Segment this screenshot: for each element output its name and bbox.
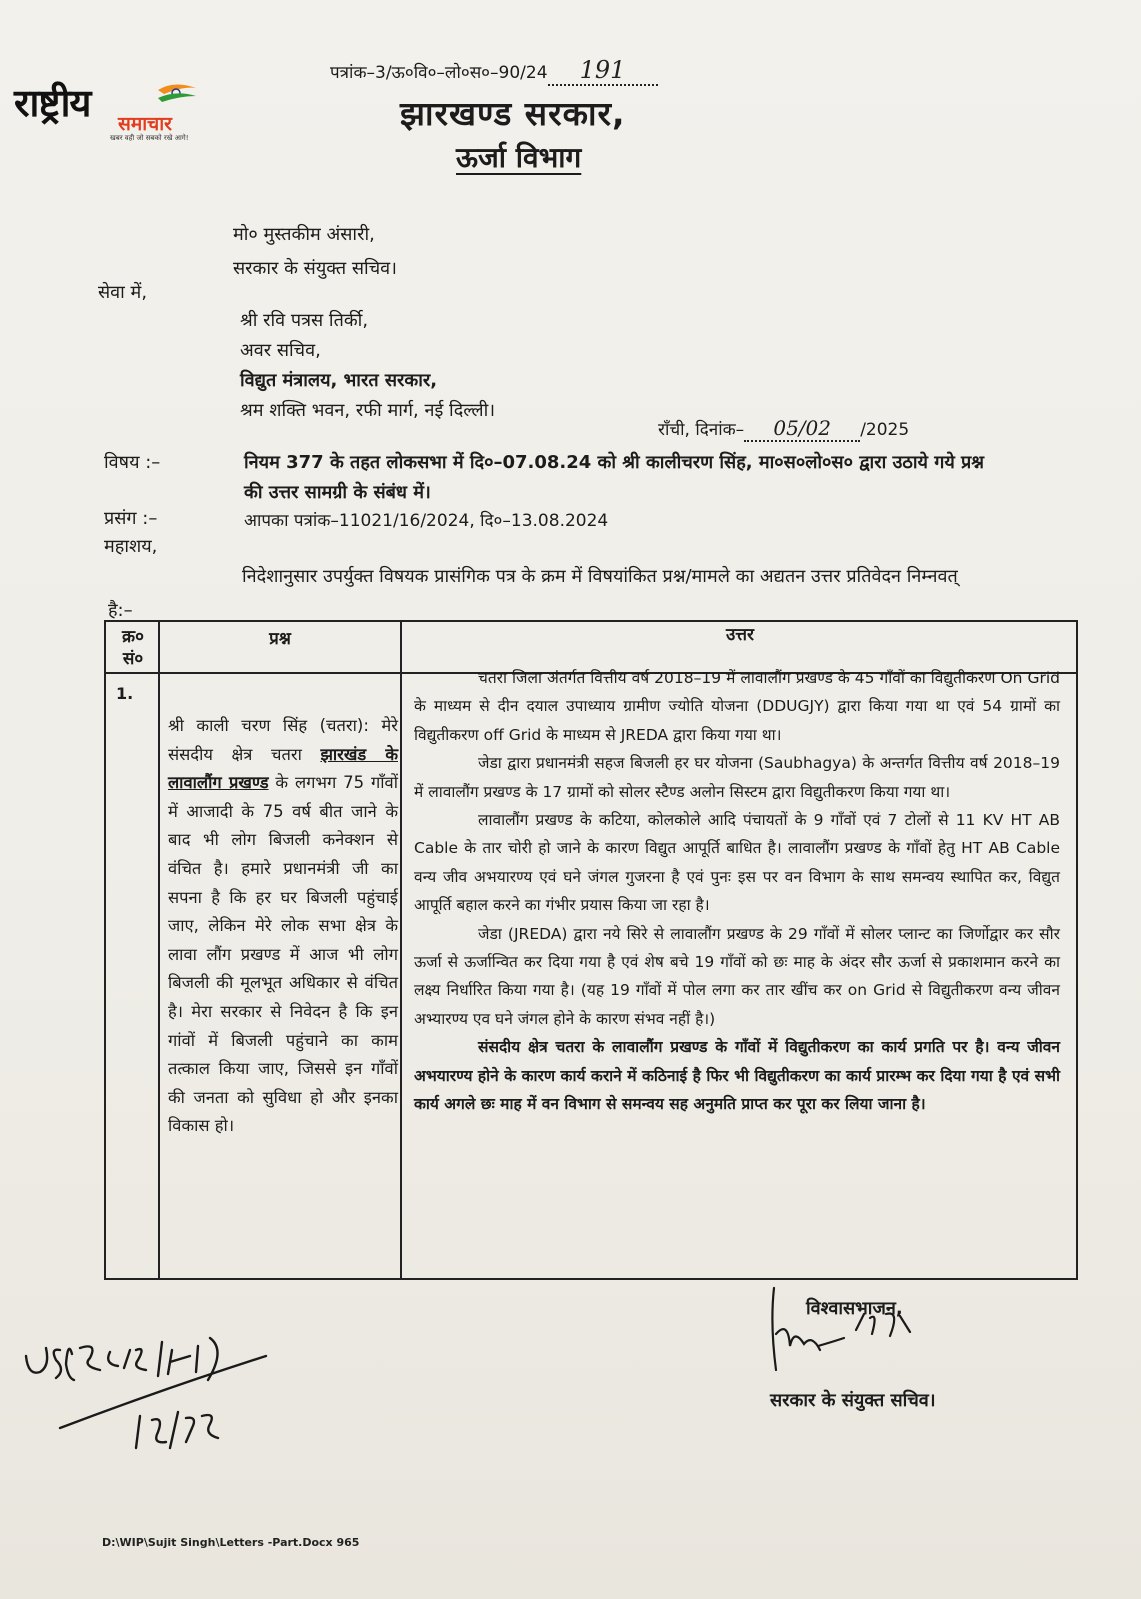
sender-name: मो० मुस्तकीम अंसारी, [233,224,375,245]
answer-paragraph: चतरा जिला अंतर्गत वित्तीय वर्ष 2018–19 में लावालौंग प्रखण्ड के 45 गाँवों का विद्युतीकरण On Grid के माध्यम से दीन दयाल उपाध्याय ग्रामीण ज्योति योजना (DDUGJY) द्वारा किया गया था एवं 54 ग्रामों का विद्युतीकरण off Grid के माध्यम से JREDA द्वारा किया गया था। [414,669,1060,744]
reference-text: आपका पत्रांक–11021/16/2024, दि०–13.08.2024 [244,511,609,531]
question-part: के लगभग 75 गाँवों में आजादी के 75 वर्ष बीत जाने के बाद भी लोग बिजली कनेक्शन से वंचित है। हमारे प्रधानमंत्री जी का सपना है कि हर घर बिजली पहुंचाई जाए, लेकिन मेरे लोक सभा क्षेत्र के लावा लौंग प्रखण्ड में आज भी लोग बिजली की मूलभूत अधिकार से वंचित है। मेरा सरकार से निवेदन है कि इन गांवों में बिजली पहुंचाने का काम तत्काल किया जाए, जिससे इन गाँवों की जनता को सुविधा हो और इनका विकास हो। [168,773,399,1136]
row-serial: 1. [116,684,134,703]
logo-sub-text: समाचार [118,113,172,135]
closing-text: विश्वासभाजन, [806,1298,903,1319]
intro-paragraph: निदेशानुसार उपर्युक्त विषयक प्रासंगिक पत्र के क्रम में विषयांकित प्रश्न/मामले का अद्यतन उत्तर प्रतिवेदन निम्नवत् है:– [108,566,958,621]
sender-block [233,218,397,286]
letter-date [658,416,909,442]
greeting: महाशय, [104,536,158,557]
file-path-footer: D:\WIP\Sujit Singh\Letters -Part.Docx 965 [102,1536,360,1549]
reference-number: 191 [548,56,658,86]
answer-paragraph: जेडा द्वारा प्रधानमंत्री सहज बिजली हर घर योजना (Saubhagya) के अन्तर्गत वित्तीय वर्ष 2018–19 में लावालौंग प्रखण्ड के 17 ग्रामों को सोलर स्टैण्ड अलोन सिस्टम द्वारा विद्युतीकरण किया गया था। [414,754,1060,801]
subject-label: विषय :– [104,452,161,473]
date-prefix: राँची, दिनांक– [658,420,745,440]
qa-table [104,620,1078,1280]
answer-paragraph: जेडा (JREDA) द्वारा नये सिरे से लावालौंग प्रखण्ड के 29 गाँवों में सोलर प्लान्ट का जिर्णोद्वार कर सौर ऊर्जा से ऊर्जान्वित कर दिया गया है एवं शेष बचे 19 गाँवों को छः माह के अंदर सौर ऊर्जा से प्रकाशमान करने का लक्ष्य निर्धारित किया गया है। (यह 19 गाँवों में पोल लगा कर तार खींच कर on Grid से विद्युतीकरण वन्य जीवन अभ्यारण्य एव घने जंगल होने के कारण संभव नहीं है।) [414,924,1060,1028]
date-value: 05/02 [744,416,860,442]
question-part-highlight: झारखंड के लावालौंग प्रखण्ड [168,744,398,793]
recipient-line: श्री रवि पत्रस तिर्की, [240,310,369,331]
answer-paragraph: लावालौंग प्रखण्ड के कटिया, कोलकोले आदि पंचायतों के 9 गाँवों एवं 7 टोलों से 11 KV HT AB Cable के तार चोरी हो जाने के कारण विद्युत आपूर्ति बाधित है। लावालौंग प्रखण्ड के गाँवों हेतु HT AB Cable वन्य जीव अभयारण्य एवं घने जंगल गुजरना है एवं पुनः इस पर वन विभाग के साथ समन्वय स्थापित कर, विद्युत आपूर्ति बहाल करने का गंभीर प्रयास किया जा रहा है। [414,811,1060,915]
logo-tagline: खबर वही जो सबको रखे आगे! [110,134,189,142]
question-header: प्रश्न [269,629,291,649]
serial-header-line1: क्र० [122,627,144,647]
signature-icon [760,1284,960,1394]
recipient-block [240,306,495,426]
salutation-to: सेवा में, [98,282,148,303]
table-divider [158,622,160,1278]
question-cell [168,712,398,1141]
recipient-line: विद्युत मंत्रालय, भारत सरकार, [240,370,438,391]
answer-header: उत्तर [725,625,755,645]
subject-text: नियम 377 के तहत लोकसभा में दि०–07.08.24 को श्री कालीचरण सिंह, मा०स०लो०स० द्वारा उठाये गये प्रश्न की उत्तर सामग्री के संबंध में। [244,452,985,503]
answer-paragraph: संसदीय क्षेत्र चतरा के लावालौंग प्रखण्ड के गाँवों में विद्युतीकरण का कार्य प्रगति पर है। वन्य जीवन अभयारण्य होने के कारण कार्य कराने में कठिनाई है फिर भी विद्युतीकरण का कार्य प्रारम्भ कर दिया गया है एवं सभी कार्य अगले छः माह में वन विभाग से समन्वय सह अनुमति प्राप्त कर पूरा कर लिया जाना है। [414,1038,1060,1114]
date-suffix: /2025 [860,420,910,440]
signatory-title: सरकार के संयुक्त सचिव। [770,1390,936,1411]
reference-label: प्रसंग :– [104,508,158,529]
news-logo [14,76,214,146]
recipient-line: श्रम शक्ति भवन, रफी मार्ग, नई दिल्ली। [240,400,496,421]
reference-prefix: पत्रांक–3/ऊ०वि०–लो०स०–90/24 [330,63,548,83]
handwritten-note-icon [20,1320,320,1470]
flag-swoosh-icon [154,82,200,108]
answer-cell [414,664,1060,1119]
sender-designation: सरकार के संयुक्त सचिव। [233,258,397,279]
table-divider [400,622,402,1278]
serial-header-line2: सं० [122,649,144,669]
serial-header [110,626,156,670]
recipient-line: अवर सचिव, [240,340,321,361]
question-part: श्री काली चरण सिंह (चतरा): मेरे संसदीय क्षेत्र चतरा [168,716,398,764]
letter-reference-number [330,56,658,86]
logo-main-text: राष्ट्रीय [14,81,91,125]
department-title: ऊर्जा विभाग [456,141,582,174]
government-title: झारखण्ड सरकार, [400,94,626,133]
